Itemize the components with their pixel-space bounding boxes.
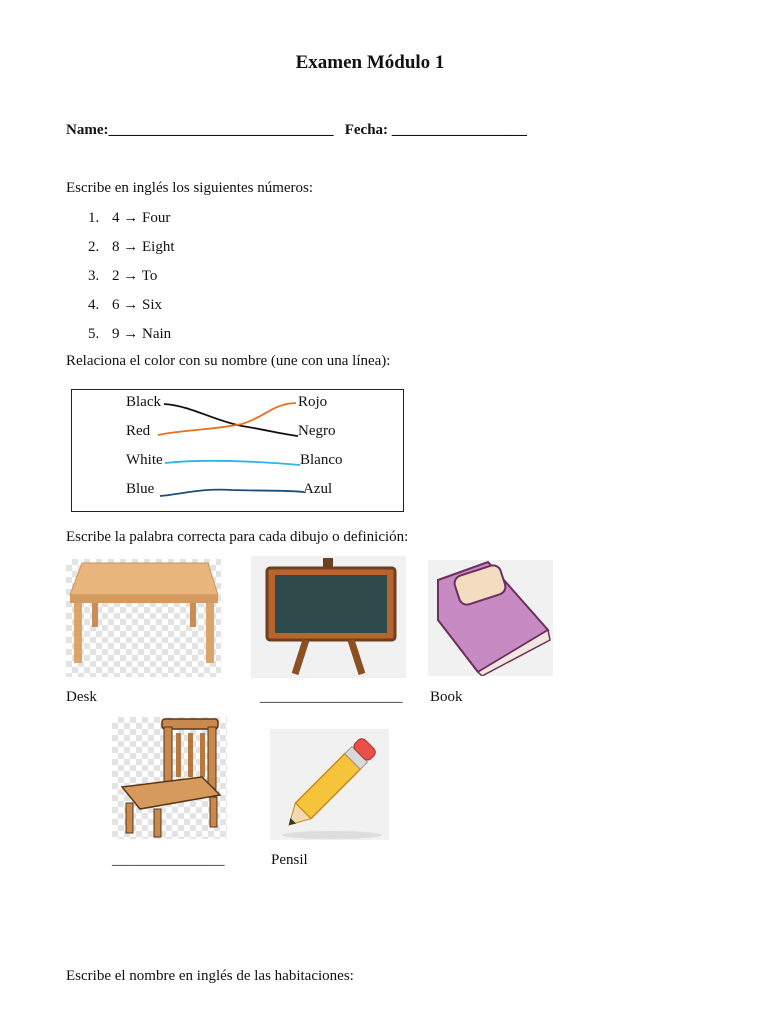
name-blank[interactable]: ______________________________ (108, 122, 334, 138)
color-right-blanco: Blanco (300, 452, 343, 468)
color-right-negro: Negro (298, 423, 336, 439)
color-right-rojo: Rojo (298, 394, 328, 410)
line-red-rojo (158, 403, 296, 435)
page-title: Examen Módulo 1 (295, 52, 445, 73)
answer-text: 9 → Nain (112, 326, 172, 342)
desk-icon (66, 559, 221, 677)
numbers-instruction: Escribe en inglés los siguientes números: (66, 180, 314, 196)
answer-blackboard-blank[interactable]: ___________________ (260, 689, 403, 705)
fecha-label: Fecha: (344, 122, 389, 138)
list-item: 3. 2 → To (88, 268, 158, 284)
pencil-picture (270, 729, 389, 840)
answer-chair-blank[interactable]: _______________ (112, 852, 225, 868)
answer-text: 8 → Eight (112, 239, 175, 255)
fecha-blank[interactable]: __________________ (391, 122, 527, 138)
color-left-black: Black (126, 394, 161, 410)
chair-icon (112, 717, 227, 839)
color-left-blue: Blue (126, 481, 155, 497)
colors-instruction: Relaciona el color con su nombre (une con una línea): (66, 353, 391, 369)
name-fecha-line (66, 122, 527, 139)
list-item: 5. 9 → Nain (88, 326, 172, 342)
list-item: 1. 4 → Four (88, 210, 171, 226)
list-item: 4. 6 → Six (88, 297, 163, 313)
answer-book: Book (430, 689, 463, 705)
answer-pencil: Pensil (271, 852, 308, 868)
list-item: 2. 8 → Eight (88, 239, 175, 255)
desk-picture (66, 559, 221, 677)
book-picture (428, 560, 553, 676)
answer-desk: Desk (66, 689, 97, 705)
blackboard-icon (251, 556, 406, 678)
chair-picture (112, 717, 227, 839)
line-white-blanco (165, 461, 300, 465)
matching-lines (72, 390, 403, 511)
rooms-instruction: Escribe el nombre en inglés de las habitaciones: (66, 968, 354, 984)
pencil-icon (270, 729, 389, 840)
pictures-instruction: Escribe la palabra correcta para cada dibujo o definición: (66, 529, 409, 545)
line-blue-azul (160, 490, 304, 496)
answer-text: 6 → Six (112, 297, 163, 313)
color-left-white: White (126, 452, 163, 468)
numbers-list (88, 208, 175, 353)
color-right-azul: Azul (303, 481, 333, 497)
book-icon (428, 560, 553, 676)
blackboard-picture (251, 556, 406, 678)
color-left-red: Red (126, 423, 151, 439)
answer-text: 4 → Four (112, 210, 171, 226)
name-label: Name: (66, 122, 109, 138)
color-matching-box (71, 389, 404, 512)
answer-text: 2 → To (112, 268, 158, 284)
